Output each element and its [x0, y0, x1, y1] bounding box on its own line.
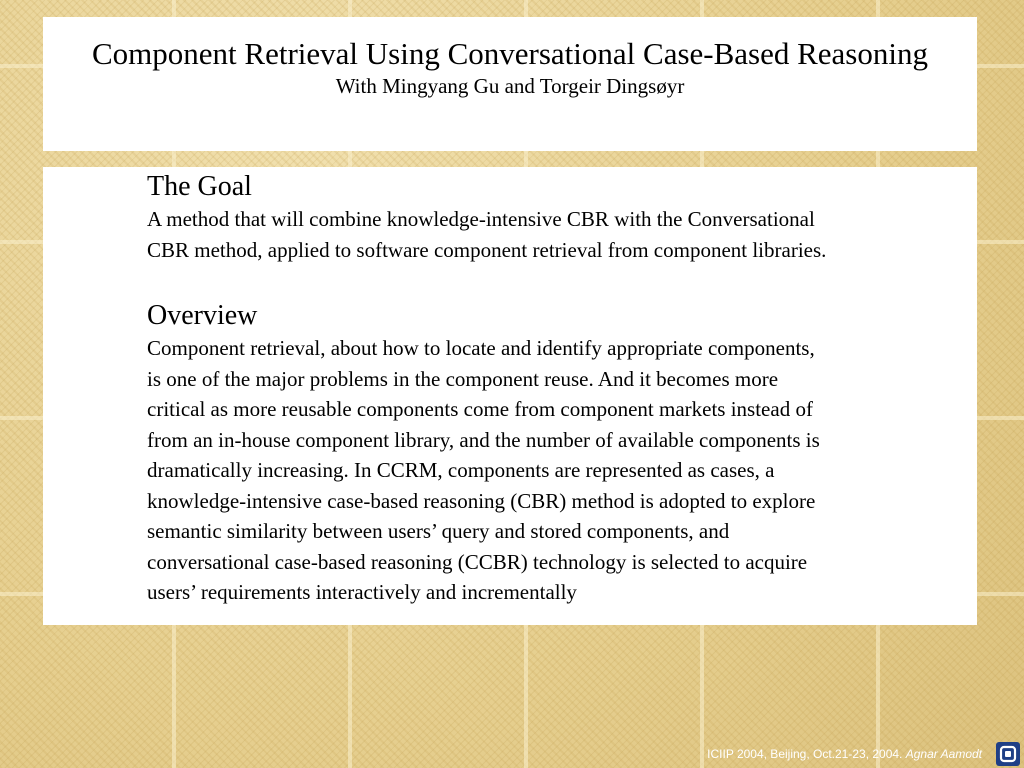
section-spacer: [147, 265, 977, 299]
footer-author: Agnar Aamodt: [905, 747, 982, 761]
goal-text: A method that will combine knowledge-intensive CBR with the Conversational CBR method, applied to software component retrieval from component libraries.: [147, 207, 827, 262]
title-panel: [43, 17, 977, 151]
content-panel: [43, 167, 977, 625]
overview-heading: Overview: [147, 300, 258, 331]
slide-title: Component Retrieval Using Conversational Case-Based Reasoning: [92, 36, 928, 71]
slide-subtitle: With Mingyang Gu and Torgeir Dingsøyr: [335, 74, 685, 98]
overview-text: Component retrieval, about how to locate and identify appropriate components, is one of the major problems in the component reuse. And it becomes more critical as more reusable components come from component markets instead of from an in-house component library, and the number of available components is dramatically increasing. In CCRM, components are represented as cases, a knowledge-intensive case-based reasoning (CBR) method is adopted to explore semantic similarity between users’ query and stored components, and conversational case-based reasoning (CCBR) technology is selected to acquire users’ requirements interactively and incrementally: [147, 336, 820, 604]
slide-footer: [707, 746, 982, 762]
footer-conference: ICIIP 2004, Beijing, Oct.21-23, 2004.: [707, 747, 903, 761]
ntnu-logo-icon: [996, 742, 1020, 766]
goal-heading: The Goal: [147, 171, 252, 202]
